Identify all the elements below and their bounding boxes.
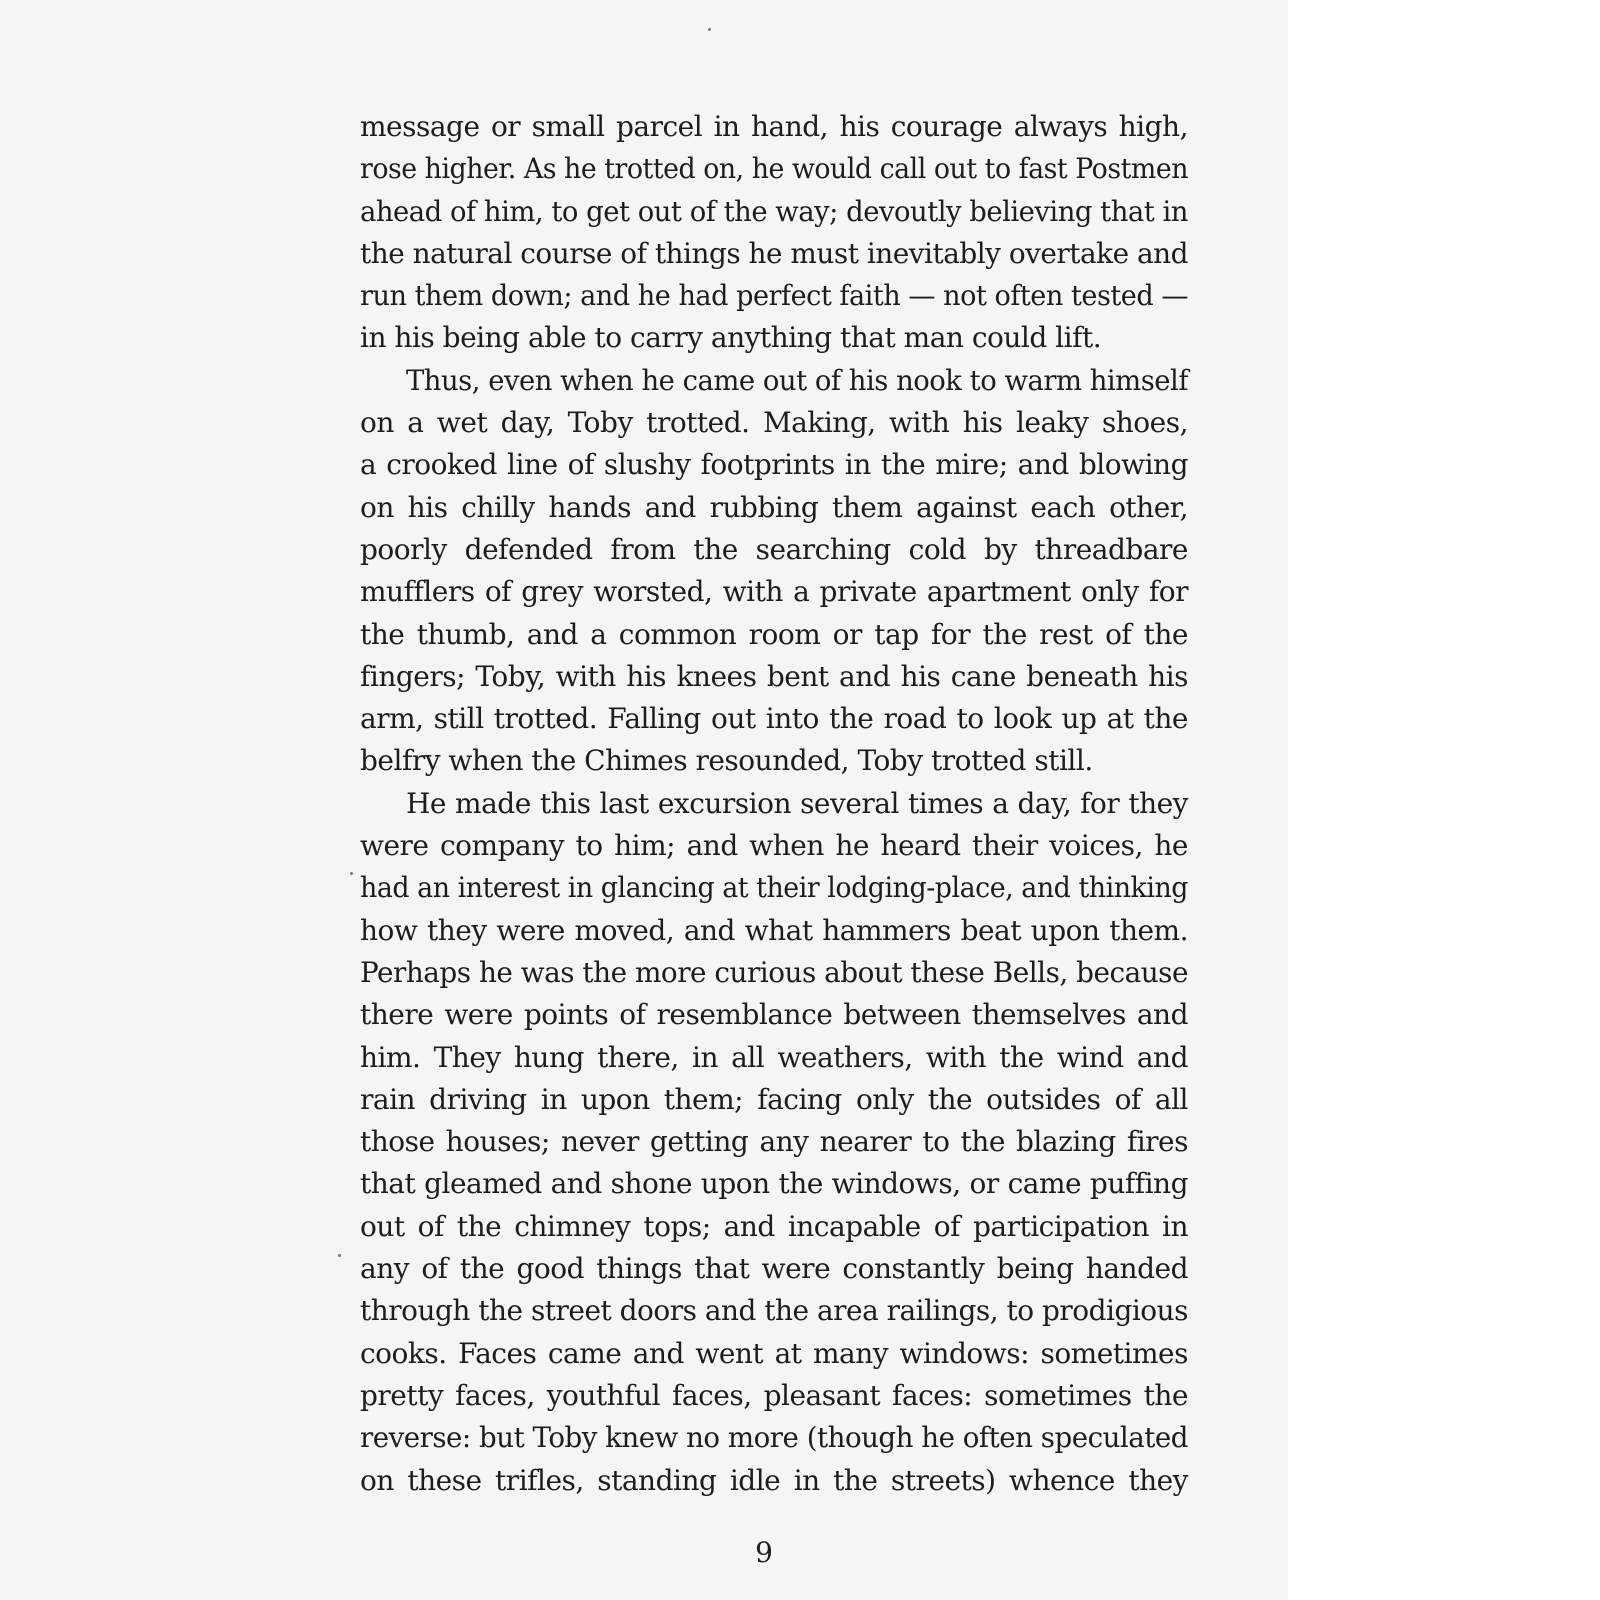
text-line: belfry when the Chimes resounded, Toby trotted still.: [360, 744, 1093, 778]
text-line: mufflers of grey worsted, with a private apartment only for: [360, 575, 1188, 609]
text-line: ahead of him, to get out of the way; devoutly believing that in: [360, 194, 1188, 228]
text-line: out of the chimney tops; and incapable of participation in: [360, 1209, 1188, 1243]
text-line: on a wet day, Toby trotted. Making, with his leaky shoes,: [360, 406, 1188, 440]
text-line: reverse: but Toby knew no more (though he often speculated: [360, 1421, 1188, 1455]
text-line: were company to him; and when he heard their voices, he: [360, 829, 1188, 863]
text-line: fingers; Toby, with his knees bent and his cane beneath his: [360, 659, 1188, 693]
text-line: run them down; and he had perfect faith — not often tested —: [360, 279, 1188, 313]
text-line: him. They hung there, in all weathers, with the wind and: [360, 1040, 1188, 1074]
text-line: any of the good things that were constantly being handed: [360, 1252, 1188, 1286]
paper-speck: [708, 28, 711, 31]
text-line: had an interest in glancing at their lodging-place, and thinking: [360, 871, 1188, 905]
text-line: in his being able to carry anything that man could lift.: [360, 321, 1102, 355]
text-line: the natural course of things he must inevitably overtake and: [360, 236, 1188, 270]
text-line: a crooked line of slushy footprints in the mire; and blowing: [360, 448, 1188, 482]
paper-speck: [350, 872, 353, 875]
paper-speck: [338, 1254, 341, 1257]
page-number: 9: [755, 1536, 773, 1569]
text-line: on his chilly hands and rubbing them against each other,: [360, 490, 1188, 524]
text-line: poorly defended from the searching cold by threadbare: [360, 532, 1188, 566]
text-line: cooks. Faces came and went at many windows: sometimes: [360, 1336, 1188, 1370]
text-line: rain driving in upon them; facing only the outsides of all: [360, 1082, 1188, 1116]
text-line: pretty faces, youthful faces, pleasant faces: sometimes the: [360, 1378, 1188, 1412]
text-line: that gleamed and shone upon the windows, or came puffing: [360, 1167, 1188, 1201]
text-line: through the street doors and the area railings, to prodigious: [360, 1294, 1188, 1328]
text-line: there were points of resemblance between themselves and: [360, 998, 1188, 1032]
text-line: the thumb, and a common room or tap for the rest of the: [360, 617, 1188, 651]
page-gutter: [1288, 0, 1600, 1600]
text-line: message or small parcel in hand, his courage always high,: [360, 110, 1188, 143]
text-line: on these trifles, standing idle in the streets) whence they: [360, 1463, 1188, 1497]
text-line: Thus, even when he came out of his nook to warm himself: [406, 363, 1188, 397]
text-line: how they were moved, and what hammers beat upon them.: [360, 913, 1188, 947]
text-line: Perhaps he was the more curious about these Bells, because: [360, 955, 1188, 989]
body-text: [360, 106, 1188, 1502]
text-line: He made this last excursion several times a day, for they: [406, 786, 1188, 820]
text-line: those houses; never getting any nearer to the blazing fires: [360, 1125, 1188, 1159]
text-line: arm, still trotted. Falling out into the road to look up at the: [360, 702, 1188, 736]
text-line: rose higher. As he trotted on, he would call out to fast Postmen: [360, 152, 1188, 186]
